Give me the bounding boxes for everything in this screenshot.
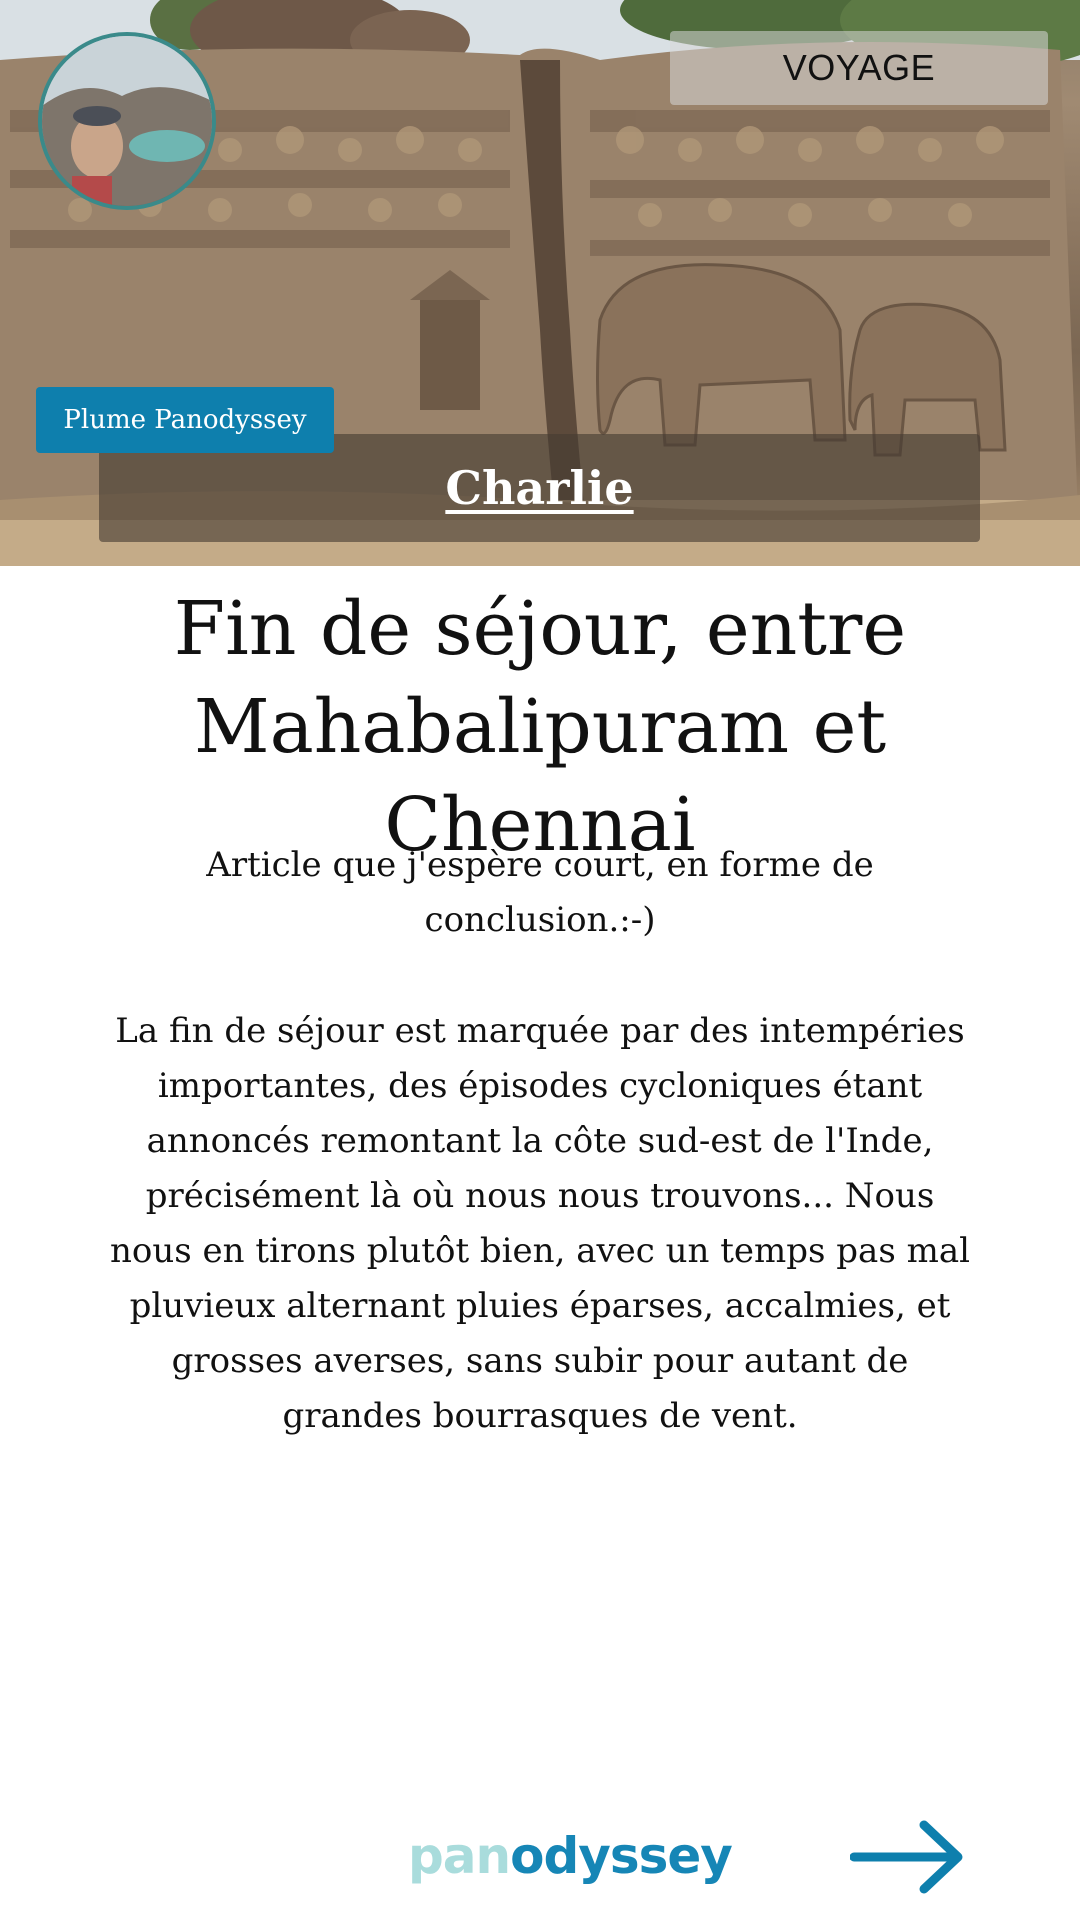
article-title: Fin de séjour, entre Mahabalipuram et Chennai [173,586,907,868]
next-page-button[interactable] [850,1818,968,1896]
avatar-photo [42,36,212,206]
hero-image [0,0,1080,566]
category-badge[interactable]: VOYAGE [670,31,1048,105]
panodyssey-logo[interactable] [408,1824,732,1888]
arrow-right-icon [850,1818,968,1896]
author-avatar[interactable] [38,32,216,210]
article-body: La fin de séjour est marquée par des intempéries importantes, des épisodes cycloniques étant annoncés remontant la côte sud-est de l'Inde, précisément là où nous nous trouvons... Nous nous en tirons plutôt bien, avec un temps pas mal pluvieux alternant pluies éparses, accalmies, et grosses averses, sans subir pour autant de grandes bourrasques de vent. [110,1011,970,1436]
article-intro: Article que j'espère court, en forme de conclusion.:-) [206,845,874,940]
logo-part-odyssey: odyssey [510,1827,732,1885]
author-name-link[interactable]: Charlie [445,461,634,515]
author-tag-badge[interactable]: Plume Panodyssey [36,387,334,453]
logo-part-pan: pan [408,1827,511,1885]
